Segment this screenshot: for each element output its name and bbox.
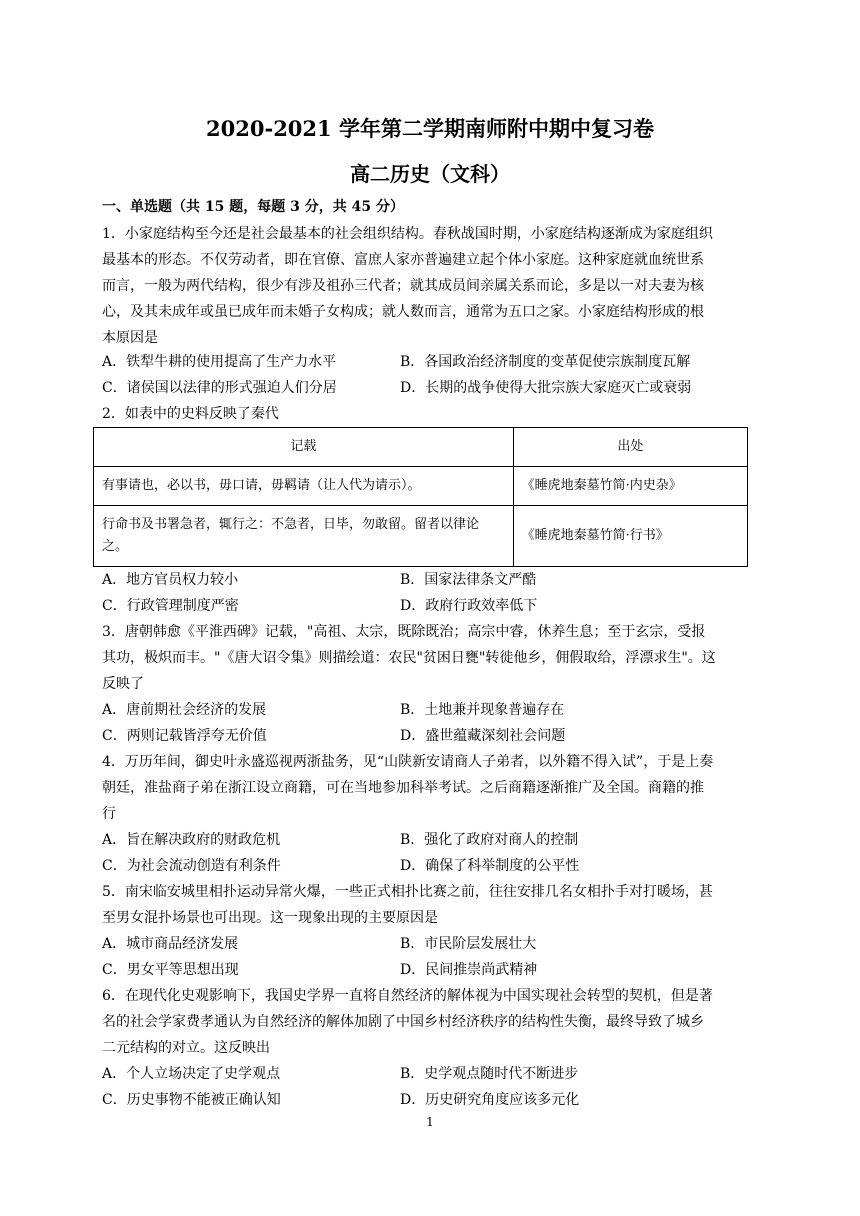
table-row	[94, 467, 748, 506]
q4-option-d: D．确保了科举制度的公平性	[400, 858, 580, 874]
q6-line: 名的社会学家费孝通认为自然经济的解体加剧了中国乡村经济秩序的结构性失衡，最终导致了城乡	[102, 1014, 704, 1030]
q2-option-c: C．行政管理制度严密	[102, 598, 239, 614]
table-cell: 《睡虎地秦墓竹简·内史杂》	[513, 467, 747, 506]
q1-line: 心，及其未成年或虽已成年而未婚子女构成；就人数而言，通常为五口之家。小家庭结构形成的根	[102, 304, 704, 320]
exam-title: 2020-2021 学年第二学期南师附中期中复习卷	[206, 116, 654, 141]
q2-stem: 2．如表中的史料反映了秦代	[102, 406, 279, 422]
q4-line: 朝廷，准盐商子弟在浙江设立商籍，可在当地参加科举考试。之后商籍逐渐推广及全国。商籍的推	[102, 780, 704, 796]
q6-option-d: D．历史研究角度应该多元化	[400, 1092, 580, 1108]
q3-line: 3．唐朝韩愈《平淮西碑》记载，"高祖、太宗，既除既治；高宗中睿，休养生息；至于玄宗，受报	[102, 624, 706, 640]
q5-line: 5．南宋临安城里相扑运动异常火爆，一些正式相扑比赛之前，往往安排几名女相扑手对打暖场，甚	[102, 884, 713, 900]
source-table	[93, 427, 748, 567]
table-row	[94, 506, 748, 567]
section-heading: 一、单选题（共 15 题，每题 3 分，共 45 分）	[102, 199, 404, 215]
q1-line: 本原因是	[102, 330, 158, 346]
q5-option-d: D．民间推崇尚武精神	[400, 962, 538, 978]
q3-line: 反映了	[102, 676, 144, 692]
q5-option-b: B．市民阶层发展壮大	[400, 936, 537, 952]
q6-option-b: B．史学观点随时代不断进步	[400, 1066, 579, 1082]
table-cell: 行命书及书署急者，辄行之：不急者，日毕，勿敢留。留者以律论之。	[94, 506, 514, 567]
q1-option-a: A．铁犁牛耕的使用提高了生产力水平	[102, 354, 337, 370]
q3-line: 其功，极炽而丰。"《唐大诏令集》则描绘道：农民"贫困日甕"转徙他乡，佣假取给，浮漂求生"。这	[102, 650, 716, 666]
page-number: 1	[426, 1115, 434, 1129]
table-header-cell: 出处	[513, 428, 747, 467]
q3-option-a: A．唐前期社会经济的发展	[102, 702, 267, 718]
q5-line: 至男女混扑场景也可出现。这一现象出现的主要原因是	[102, 910, 438, 926]
q1-option-d: D．长期的战争使得大批宗族大家庭灭亡或衰弱	[400, 380, 692, 396]
q6-line: 二元结构的对立。这反映出	[102, 1040, 270, 1056]
exam-subtitle: 高二历史（文科）	[350, 162, 510, 186]
q2-option-a: A．地方官员权力较小	[102, 572, 239, 588]
q3-option-c: C．两则记载皆浮夸无价值	[102, 728, 267, 744]
q1-line: 而言，一般为两代结构，很少有涉及祖孙三代者；就其成员间亲属关系而论，多是以一对夫妻为核	[102, 278, 704, 294]
q1-option-c: C．诸侯国以法律的形式强迫人们分居	[102, 380, 337, 396]
q6-option-c: C．历史事物不能被正确认知	[102, 1092, 281, 1108]
q4-line: 4．万历年间，御史叶永盛巡视两浙盐务，见“山陕新安请商人子弟者，以外籍不得入试”，于是上奏	[102, 754, 714, 770]
q4-option-b: B．强化了政府对商人的控制	[400, 832, 579, 848]
q1-option-b: B．各国政治经济制度的变革促使宗族制度瓦解	[400, 354, 691, 370]
q4-line: 行	[102, 806, 116, 822]
q1-line: 1．小家庭结构至今还是社会最基本的社会组织结构。春秋战国时期，小家庭结构逐渐成为家庭组织	[102, 226, 713, 242]
table-cell: 《睡虎地秦墓竹简·行书》	[513, 506, 747, 567]
q6-line: 6．在现代化史观影响下，我国史学界一直将自然经济的解体视为中国实现社会转型的契机，但是著	[102, 988, 713, 1004]
q4-option-a: A．旨在解决政府的财政危机	[102, 832, 281, 848]
q2-option-d: D．政府行政效率低下	[400, 598, 538, 614]
table-header-cell: 记载	[94, 428, 514, 467]
table-cell: 有事请也，必以书，毋口请，毋羁请（让人代为请示）。	[94, 467, 514, 506]
q1-line: 最基本的形态。不仅劳动者，即在官僚、富庶人家亦普遍建立起个体小家庭。这种家庭就血统世系	[102, 252, 704, 268]
q5-option-c: C．男女平等思想出现	[102, 962, 239, 978]
q4-option-c: C．为社会流动创造有利条件	[102, 858, 281, 874]
q6-option-a: A．个人立场决定了史学观点	[102, 1066, 281, 1082]
q3-option-b: B．土地兼并现象普遍存在	[400, 702, 565, 718]
q5-option-a: A．城市商品经济发展	[102, 936, 239, 952]
q3-option-d: D．盛世蕴藏深刻社会问题	[400, 728, 566, 744]
q2-option-b: B．国家法律条文严酷	[400, 572, 537, 588]
table-header-row	[94, 428, 748, 467]
